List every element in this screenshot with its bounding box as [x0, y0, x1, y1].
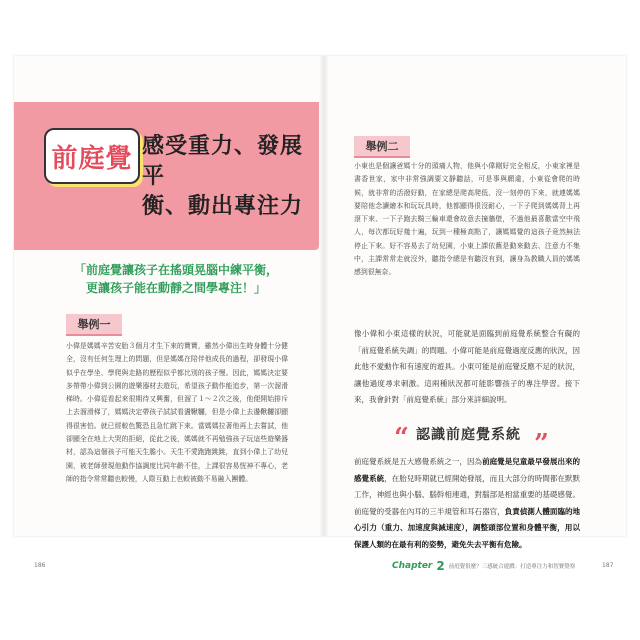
chapter-label: Chapter [392, 561, 433, 571]
example-two-label: 舉例二 [354, 136, 410, 158]
example-one-text: 小偉是媽媽辛苦安胎３個月才生下來的寶寶，雖然小偉出生時身體十分健全，沒有任何生理上的問題，但是媽媽在陪伴他成長的過程，卻發現小偉似乎在學坐、學爬與走路的歷程似乎都比別的孩子慢。因此，媽媽決定要多帶帶小偉到公園的遊樂器材去遊玩，希望孩子動作能追步，第一次溜滑梯時。小偉從看起來很期待又興奮，但溜了１～２次之後，他便開始排斥上去溜滑梯了，媽媽決定帶孩子試試看盪鞦韆，但是小偉上去盪鞦韆卻顯得很害怕。就已經較色驚恐且急忙跳下來。當媽媽拉著他再上去嘗試，他卻顯全在地上大哭的拒絕，從此之後，媽媽就不再勉強孩子玩這些遊樂器材，認為這個孩子可能天生膽小。天生不愛跑跑跳跳，直到小偉上了幼兒園，被老師發現他動作協調度比同年齡不佳，上課很容易恍神不專心，老師的指令常常聽也較慢，人際互動上也較被動不易融入團體。 [66, 342, 288, 483]
vestibular-intro: 前庭覺系統是五大感覺系統之一，因為 [354, 457, 483, 466]
topic-badge [44, 128, 140, 184]
chapter-title: 前庭覺很麼？三感統合遊戲：打造專注力和智寶覺察 [448, 564, 576, 570]
section-heading: 認識前庭覺系統 [416, 427, 521, 443]
vestibular-mid: ，在胎兒時期就已經開始發展，而且大部分的時間都在默默工作，神經也與小腦、腦幹相連通，對腦部是相當重要的基礎感覺。前庭覺的受器在內耳的三半規管和耳石器官， [354, 473, 581, 516]
discussion-line-1: 像小偉和小東這樣的狀況，可能就是面臨到前庭覺系統 [354, 329, 542, 338]
lead-line-1: 「前庭覺讓孩子在搖頭晃腦中練平衡， [73, 263, 278, 277]
heading-quote-close-icon: ” [534, 429, 549, 459]
discussion-rest: 整合有礙的「前庭覺系統失調」的問題。小偉可能是前庭覺過度反應的狀況，因此他不愛動作和有速度的遊具。小東可能是前庭覺反應不足的狀況，讓他過度尋求刺激。這兩種狀況都可能影響孩子的專注學習。接下來，我會針對「前庭覺系統」部分來詳細說明。 [354, 329, 581, 404]
page-number-left: 186 [34, 562, 46, 569]
example-two-text: 小東也是個讓爸媽十分的頭痛人物，他與小偉剛好完全相反，小東家裡是書香世家，家中非常強調要文靜聽話，可是事與願違，小東從會爬的時候，就非常的活潑好動，在家總是爬高爬低、沒一刻停的下來，就連媽媽要陪他念讀繪本和玩玩具時，他都顯得很沒耐心，一下子爬到媽媽背上再滾下來、一下子跑去騎三輪車還會故意去撞牆壁，不過他最喜歡當空中飛人，每次都玩好幾十遍，玩到一種極高點了，讓媽媽覺的這孩子竟然無法停止下來。好不容易去了幼兒園，小東上課依舊是動來動去、注意力不集中，主課常常走就沒外，聽指令總是有聽沒有到，讓身為教職人員的媽媽感到很無奈。 [354, 162, 580, 277]
vestibular-bold-1: 前庭覺是兒童最早發展出來的感覺系統 [354, 457, 581, 483]
title-line-1: 感受重力、發展平 [142, 134, 304, 189]
chapter-footer [392, 559, 575, 573]
chapter-section-title [142, 132, 312, 222]
book-spread [14, 56, 626, 573]
title-line-2: 衡、動出專注力 [142, 194, 304, 219]
discussion-paragraph [354, 326, 580, 409]
page-number-right: 187 [602, 562, 614, 569]
vestibular-bold-2: 負責偵測人體面臨的地心引力（重力、加速度與減速度），調整頭部位置和身體平衡，用以保護人類的在最有利的姿勢，避免失去平衡有危險。 [354, 506, 581, 549]
example-one-label: 舉例一 [66, 314, 122, 336]
lead-quote [58, 261, 294, 297]
page-gutter [319, 56, 329, 536]
heading-quote-open-icon: “ [394, 423, 409, 453]
chapter-number: 2 [436, 559, 445, 573]
vestibular-paragraph [354, 454, 580, 553]
topic-badge-text: 前庭覺 [51, 143, 133, 174]
lead-line-2: 更讓孩子能在動靜之間學專注！」 [85, 281, 266, 295]
